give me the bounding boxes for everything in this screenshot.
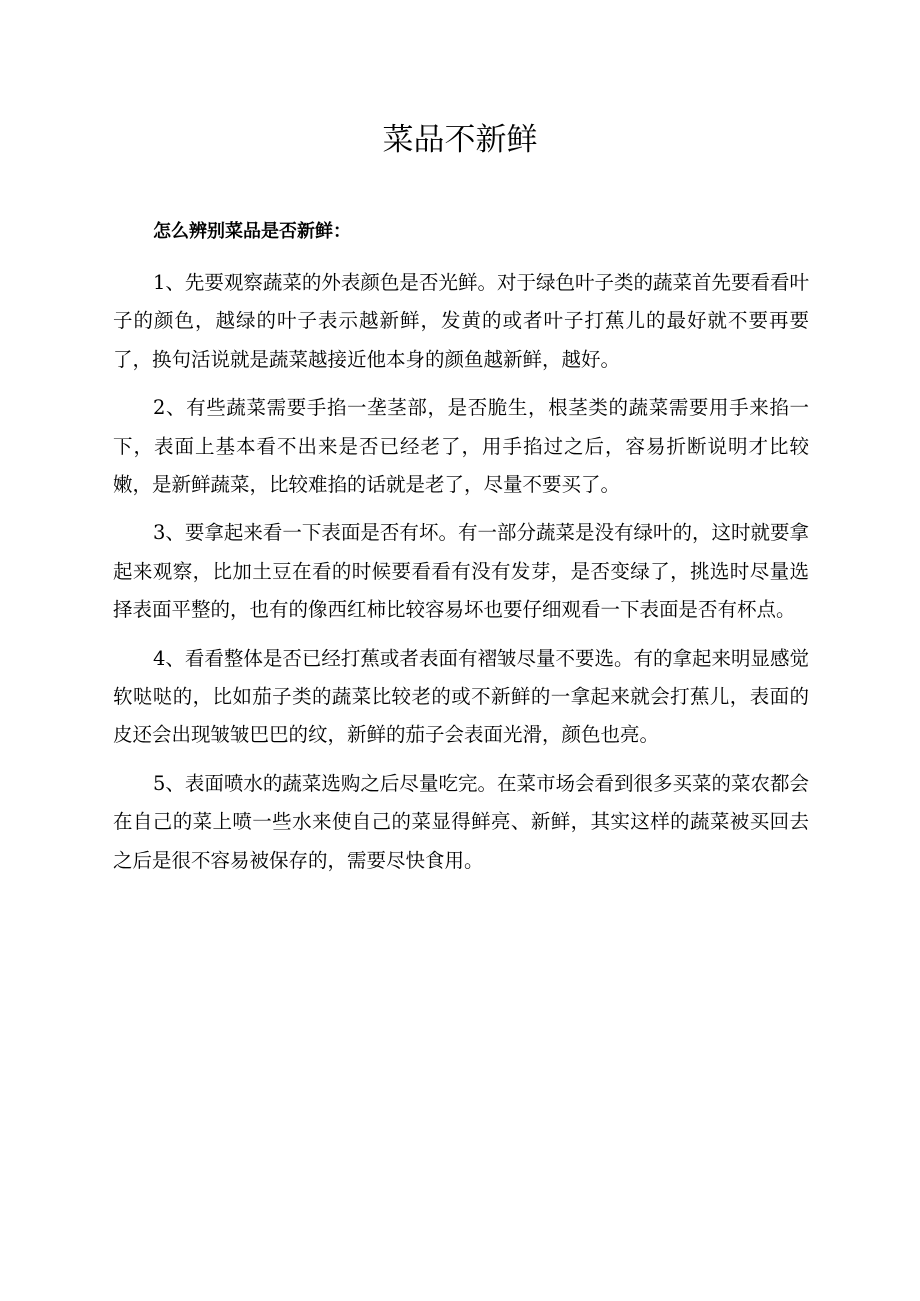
paragraph-2: 2、有些蔬菜需要手掐一垄茎部，是否脆生，根茎类的蔬菜需要用手来掐一下，表面上基本看不出来是否已经老了，用手掐过之后，容易折断说明才比较嫩，是新鲜蔬菜，比较难掐的话就是老了，尽量不要买了。 [113, 396, 809, 497]
paragraph-4: 4、看看整体是否已经打蕉或者表面有褶皱尽量不要选。有的拿起来明显感觉软哒哒的，比如茄子类的蔬菜比较老的或不新鲜的一拿起来就会打蕉儿，表面的皮还会出现皱皱巴巴的纹，新鲜的茄子会表面光滑，颜色也亮。 [113, 646, 809, 747]
section-heading: 怎么辨别菜品是否新鲜： [153, 221, 351, 242]
paragraph-5: 5、表面喷水的蔬菜选购之后尽量吃完。在菜市场会看到很多买菜的菜农都会在自己的菜上喷一些水来使自己的菜显得鲜亮、新鲜，其实这样的蔬菜被买回去之后是很不容易被保存的，需要尽快食用。 [113, 771, 809, 872]
document-body [113, 213, 809, 890]
paragraph-1: 1、先要观察蔬菜的外表颜色是否光鲜。对于绿色叶子类的蔬菜首先要看看叶子的颜色，越绿的叶子表示越新鲜，发黄的或者叶子打蕉儿的最好就不要再要了，换句活说就是蔬菜越接近他本身的颜鱼越新鲜，越好。 [113, 271, 809, 371]
page-title: 菜品不新鲜 [382, 122, 538, 158]
paragraph-3: 3、要拿起来看一下表面是否有坏。有一部分蔬菜是没有绿叶的，这时就要拿起来观察，比加土豆在看的时候要看看有没有发芽，是否变绿了，挑选时尽量选择表面平整的，也有的像西红柿比较容易坏也要仔细观看一下表面是否有杯点。 [113, 521, 809, 622]
